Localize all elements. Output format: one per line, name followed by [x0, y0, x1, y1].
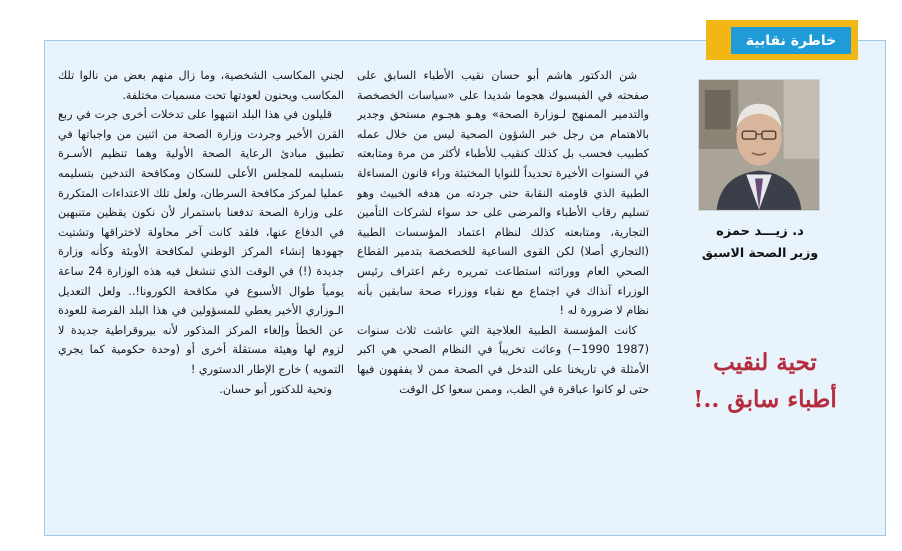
paragraph-text: قليلون في هذا البلد انتبهوا على تدخلات أخرى جرت في ربع القرن الأخير وجردت وزارة الصحة من اثنين من واجباتها في تطبيق مبادئ الرعاية الصحة الأولية وهما تنظيم الأسـرة بتسليمه للمجلس الأعلى للسكان ومكافحة التدخين بتسليمه عمليا لمركز مكافحة السرطان، ولعل تلك الاعتداءات المتكررة على وزارة الصحة تدفعنا باستمرار لأن نكون يقظين متنبهين في الدفاع عنها، فلقد كانت آخر محاولة لاختراقها وتشتيت جهودها إنشاء المركز الوطني لمكافحة الأوبئة وكأنه وزارة جديدة (!) في الوقت الذي تنشغل فيه هذه الوزارة 24 ساعة يومياً طوال الأسبوع في مكافحة الكورونا!.. ولعل التعديل الـوزاري الأخير يعطي للمسؤولين في هذا البلد الفرصة للعودة عن الخطأ وإلغاء المركز المذكور لأنه بيروقراطية جديدة لا لزوم لها وهيئة مستقلة أخرى أو (وحدة حكومية كما يجري التمويه ) خارج الإطار الدستوري !: [58, 108, 344, 376]
article-headline: [660, 346, 870, 420]
section-tag: [706, 20, 858, 60]
author-photo: [698, 79, 820, 211]
paragraph: [357, 321, 649, 399]
headline-line-1: تحية لنقيب: [713, 349, 817, 376]
paragraph: [58, 66, 344, 105]
section-tag-label: خاطرة نقابية: [731, 27, 851, 54]
paragraph-text: وتحية للدكتور أبو حسان.: [219, 382, 332, 396]
headline-line-2: أطباء سابق ..!: [693, 386, 837, 413]
article-column-right: [357, 66, 649, 524]
paragraph: [357, 66, 649, 321]
author-name: د. زيـــد حمزه: [716, 224, 804, 239]
paragraph-text: كانت المؤسسة الطبية العلاجية التي عاشت ثلاث سنوات (1987 1990−) وعاثت تخريباً في النظام الصحي هي اكبر الأمثلة في تاريخنا على التدخل في الصحة ممن لا يفقهون فيها حتى لو كانوا عباقرة في الطب، وممن سعوا كل الوقت: [357, 323, 649, 396]
author-portrait-icon: [699, 80, 819, 210]
author-byline: [690, 222, 830, 264]
paragraph-text: لجني المكاسب الشخصية، وما زال منهم بعض من نالوا تلك المكاسب ويحنون لعودتها تحت مسميات مختلفة.: [58, 69, 344, 102]
article-column-left: [58, 66, 344, 524]
paragraph-text: شن الدكتور هاشم أبو حسان نقيب الأطباء السابق على صفحته في الفيسبوك هجوما شديدا على «سياسات الخصخصة والتدمير الممنهج لـوزارة الصحة» وهـو هجـوم مستحق وجدير بالاهتمام من رجل خبر الشؤون الصحية ليس من خلال عمله كطبيب فحسب بل كذلك كنقيب للأطباء لأكثر من مرة ومتابعته في السنوات الأخيرة تحديداً للنوايا المختبئة وراء قانون المساءلة الطبية الذي قاومته النقابة حتى جردته من هدفه الخبيث وهو تسليم رقاب الأطباء والمرضى على حد سواء لشركات التأمين التجارية، ومتابعته كذلك لنظام اعتماد المؤسسات الطبية (التجاري أصلا) لكن القوى الساعية للخصخصة بتدمير القطاع الصحي العام وورائته استطاعت تمريره رغم اعتراف رئيس الوزراء آنذاك في اجتماع مع نقباء ووزراء صحة سابقين بأنه نظام لا ضرورة له !: [357, 69, 649, 318]
paragraph: [58, 105, 344, 379]
paragraph: [58, 380, 344, 400]
author-role: وزير الصحة الاسبق: [701, 245, 819, 260]
